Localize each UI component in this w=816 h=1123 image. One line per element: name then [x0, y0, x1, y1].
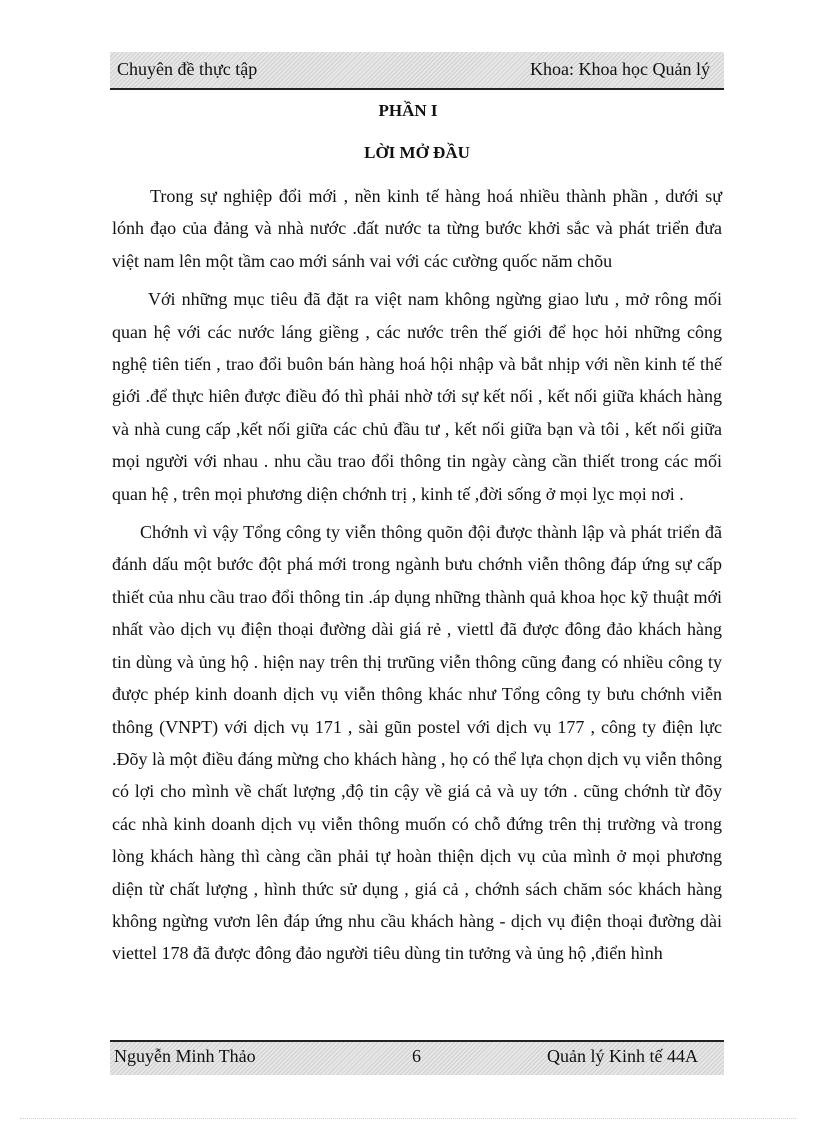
page-footer	[110, 1040, 724, 1075]
paragraph-2: Với những mục tiêu đã đặt ra việt nam không ngừng giao lưu , mở rông mối quan hệ với các nước láng giềng , các nước trên thế giới để học hỏi những công nghệ tiên tiến , trao đổi buôn bán hàng hoá hội nhập và bắt nhịp với nền kinh tế thế giới .để thực hiên được điều đó thì phải nhờ tới sự kết nối , kết nối giữa khách hàng và nhà cung cấp ,kết nối giữa các chủ đầu tư , kết nối giữa bạn và tôi , kết nối giữa mọi người với nhau . nhu cầu trao đổi thông tin ngày càng cần thiết trong các mối quan hệ , trên mọi phương diện chớnh trị , kinh tế ,đời sống ở mọi lỵc mọi nơi .	[112, 289, 722, 504]
page-bottom-divider	[20, 1118, 796, 1119]
paragraph-3: Chớnh vì vậy Tổng công ty viễn thông quõn đội được thành lập và phát triển đã đánh dấu một bước đột phá mới trong ngành bưu chớnh viễn thông đáp ứng sự cấp thiết của nhu cầu trao đổi thông tin .áp dụng những thành quả khoa học kỹ thuật mới nhất vào dịch vụ điện thoại đường dài giá rẻ , viettl đã được đông đảo khách hàng tin dùng và ủng hộ . hiện nay trên thị trưũng viễn thông cũng đang có nhiều công ty được phép kinh doanh dịch vụ viễn thông khác như Tổng công ty bưu chớnh viễn thông (VNPT) với dịch vụ 171 , sài gũn postel với dịch vụ 177 , công ty điện lực .Đõy là một điều đáng mừng cho khách hàng , họ có thể lựa chọn dịch vụ viễn thông có lợi cho mình về chất lượng ,độ tin cậy về giá cả và uy tớn . cũng chớnh từ đõy các nhà kinh doanh dịch vụ viễn thông muốn có chỗ đứng trên thị trường và trong lòng khách hàng thì càng cần phải tự hoàn thiện dịch vụ của mình ở mọi phương diện từ chất lượng , hình thức sử dụng , giá cả , chớnh sách chăm sóc khách hàng không ngừng vươn lên đáp ứng nhu cầu khách hàng - dịch vụ điện thoại đường dài viettel 178 đã được đông đảo người tiêu dùng tin tưởng và ủng hộ ,điển hình	[112, 522, 722, 964]
footer-class: Quản lý Kinh tế 44A	[547, 1046, 698, 1066]
part-title: PHẦN I	[378, 101, 438, 120]
page-header	[110, 52, 724, 90]
page-number: 6	[412, 1046, 421, 1066]
body-text	[112, 180, 722, 976]
header-document-type: Chuyên đề thực tập	[117, 59, 258, 79]
footer-author: Nguyễn Minh Thảo	[114, 1046, 256, 1066]
section-title: LỜI MỞ ĐẦU	[364, 143, 470, 162]
header-faculty: Khoa: Khoa học Quản lý	[530, 59, 710, 79]
paragraph-1: Trong sự nghiệp đổi mới , nền kinh tế hàng hoá nhiều thành phần , dưới sự lónh đạo của đảng và nhà nước .đất nước ta từng bước khởi sắc và phát triển đưa việt nam lên một tầm cao mới sánh vai với các cường quốc năm chõu	[112, 186, 722, 271]
